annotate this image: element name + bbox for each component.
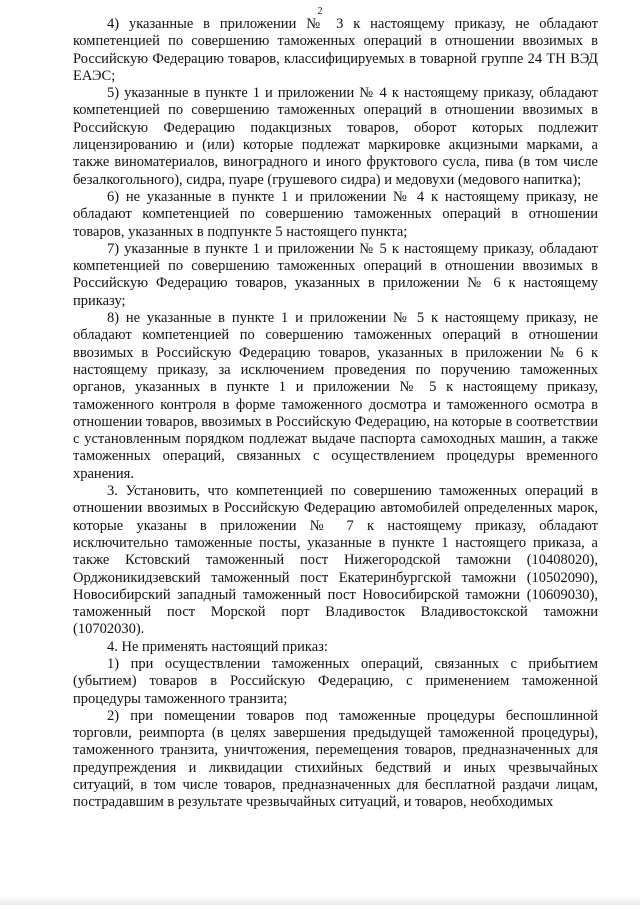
- paragraph-item-4: 4) указанные в приложении № 3 к настоящему приказу, не обладают компетенцией по совершению таможенных операций в отношении ввозимых в Российскую Федерацию товаров, классифицируемых в товарной группе 24 ТН ВЭД ЕАЭС;: [73, 16, 598, 84]
- paragraph-item-7: 7) указанные в пункте 1 и приложении № 5 к настоящему приказу, обладают компетенцией по совершению таможенных операций в отношении ввозимых в Российскую Федерацию товаров, указанных в приложении № 6 к настоящему приказу;: [73, 240, 598, 309]
- paragraph-item-5: 5) указанные в пункте 1 и приложении № 4 к настоящему приказу, обладают компетенцией по совершению таможенных операций в отношении ввозимых в Российскую Федерацию подакцизных товаров, оборот которых подлежит лицензированию и (или) которые подлежат маркировке акцизными марками, а также виноматериалов, виноградного и иного фруктового сусла, пива (в том числе безалкогольного), сидра, пуаре (грушевого сидра) и медовухи (медового напитка);: [73, 85, 598, 188]
- paragraph-point-4: 4. Не применять настоящий приказ:: [107, 638, 328, 655]
- paragraph-point-4-item-2: 2) при помещении товаров под таможенные процедуры беспошлинной торговли, реимпорта (в целях завершения предыдущей таможенной процедуры), таможенного транзита, уничтожения, перемещения товаров, предназначенных для предупреждения и ликвидации стихийных бедствий и иных чрезвычайных ситуаций, в том числе товаров, предназначенных для бесплатной раздачи лицам, пострадавшим в результате чрезвычайных ситуаций, и товаров, необходимых: [73, 707, 598, 811]
- paragraph-point-4-item-1: 1) при осуществлении таможенных операций, связанных с прибытием (убытием) товаров в Российскую Федерацию, с применением таможенной процедуры таможенного транзита;: [73, 655, 598, 707]
- scan-edge: [0, 895, 640, 905]
- paragraph-item-6: 6) не указанные в пункте 1 и приложении № 4 к настоящему приказу, не обладают компетенцией по совершению таможенных операций в отношении товаров, указанных в подпункте 5 настоящего пункта;: [73, 188, 598, 240]
- paragraph-item-8: 8) не указанные в пункте 1 и приложении № 5 к настоящему приказу, не обладают компетенцией по совершению таможенных операций в отношении ввозимых в Российскую Федерацию товаров, указанных в приложении № 6 к настоящему приказу, за исключением проведения по поручению таможенных органов, указанных в пункте 1 и приложении № 5 к настоящему приказу, таможенного контроля в форме таможенного досмотра и таможенного осмотра в отношении товаров, ввозимых в Российскую Федерацию, на которые в соответствии с установленным порядком подлежат выдаче паспорта самоходных машин, а также таможенных операций, связанных с осуществлением процедуры временного хранения.: [73, 310, 598, 482]
- page-number: 2: [317, 6, 323, 17]
- paragraph-point-3: 3. Установить, что компетенцией по совершению таможенных операций в отношении ввозимых в Российскую Федерацию автомобилей определенных марок, которые указаны в приложении № 7 к настоящему приказу, обладают исключительно таможенные посты, указанные в пункте 1 настоящего приказа, а также Кстовский таможенный пост Нижегородской таможни (10408020), Орджоникидзевский таможенный пост Екатеринбургской таможни (10502090), Новосибирский западный таможенный пост Новосибирской таможни (10609030), таможенный пост Морской порт Владивосток Владивостокской таможни (10702030).: [73, 483, 598, 638]
- document-body: [73, 16, 598, 812]
